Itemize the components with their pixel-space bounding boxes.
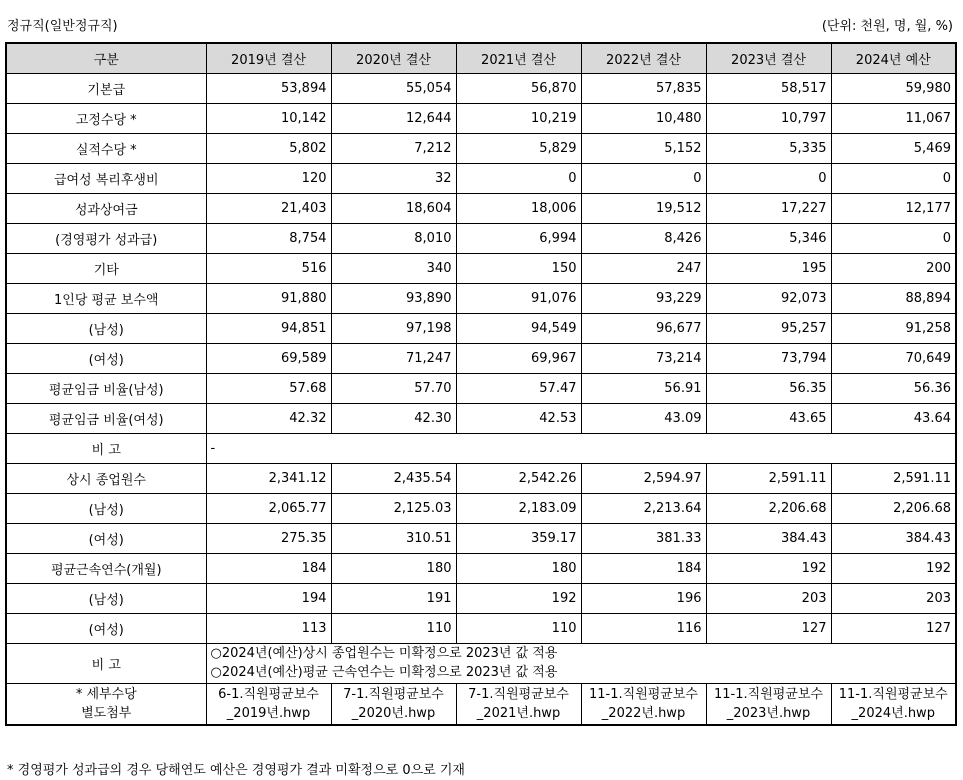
- remark-line: ○2024년(예산)평균 근속연수는 미확정으로 2023년 값 적용: [210, 665, 558, 680]
- table-cell: 384.43: [831, 523, 956, 553]
- col-header-2020: 2020년 결산: [331, 43, 456, 73]
- col-header-2022: 2022년 결산: [581, 43, 706, 73]
- col-header-category: 구분: [6, 43, 206, 73]
- row-label: 성과상여금: [6, 193, 206, 223]
- footnote: * 경영평가 성과급의 경우 당해연도 예산은 경영평가 결과 미확정으로 0으로 기재: [7, 763, 465, 778]
- table-cell: 43.65: [706, 403, 831, 433]
- table-cell: 91,880: [206, 283, 331, 313]
- row-label: (여성): [6, 523, 206, 553]
- table-cell: 10,219: [456, 103, 581, 133]
- table-row: [6, 133, 956, 163]
- table-cell: 6,994: [456, 223, 581, 253]
- table-cell: 127: [831, 613, 956, 643]
- row-label: 1인당 평균 보수액: [6, 283, 206, 313]
- table-cell: 5,469: [831, 133, 956, 163]
- table-cell: 57.68: [206, 373, 331, 403]
- header-row: [6, 43, 956, 73]
- table-cell: 88,894: [831, 283, 956, 313]
- table-cell: 2,341.12: [206, 463, 331, 493]
- attachment-link-2019[interactable]: 6-1.직원평균보수 _2019년.hwp: [206, 683, 331, 725]
- table-cell: 10,480: [581, 103, 706, 133]
- row-label: 평균근속연수(개월): [6, 553, 206, 583]
- table-cell: 73,214: [581, 343, 706, 373]
- remark-line: ○2024년(예산)상시 종업원수는 미확정으로 2023년 값 적용: [210, 646, 558, 661]
- table-cell: 184: [206, 553, 331, 583]
- table-cell: 120: [206, 163, 331, 193]
- remark-text: [206, 643, 956, 683]
- table-cell: 95,257: [706, 313, 831, 343]
- table-cell: 5,335: [706, 133, 831, 163]
- table-cell: 42.32: [206, 403, 331, 433]
- row-label: (남성): [6, 493, 206, 523]
- table-cell: 53,894: [206, 73, 331, 103]
- col-header-2021: 2021년 결산: [456, 43, 581, 73]
- table-cell: 8,010: [331, 223, 456, 253]
- table-cell: 180: [331, 553, 456, 583]
- table-cell: 12,177: [831, 193, 956, 223]
- table-cell: 2,594.97: [581, 463, 706, 493]
- table-cell: 2,542.26: [456, 463, 581, 493]
- table-cell: 55,054: [331, 73, 456, 103]
- remark-label: 비 고: [6, 433, 206, 463]
- table-cell: 2,183.09: [456, 493, 581, 523]
- table-row: [6, 373, 956, 403]
- table-cell: 2,206.68: [706, 493, 831, 523]
- table-cell: 150: [456, 253, 581, 283]
- table-cell: 73,794: [706, 343, 831, 373]
- attachment-label-line: * 세부수당: [75, 686, 137, 702]
- table-cell: 43.64: [831, 403, 956, 433]
- table-cell: 69,967: [456, 343, 581, 373]
- table-cell: 69,589: [206, 343, 331, 373]
- table-cell: 381.33: [581, 523, 706, 553]
- row-label: (여성): [6, 613, 206, 643]
- remark-row-2: [6, 643, 956, 683]
- table-cell: 191: [331, 583, 456, 613]
- table-cell: 194: [206, 583, 331, 613]
- table-cell: 57,835: [581, 73, 706, 103]
- row-label: 평균임금 비율(남성): [6, 373, 206, 403]
- table-row: [6, 193, 956, 223]
- table-cell: 5,346: [706, 223, 831, 253]
- table-row: [6, 283, 956, 313]
- table-cell: 2,435.54: [331, 463, 456, 493]
- row-label: (경영평가 성과급): [6, 223, 206, 253]
- table-cell: 32: [331, 163, 456, 193]
- table-cell: 5,802: [206, 133, 331, 163]
- row-label: 급여성 복리후생비: [6, 163, 206, 193]
- table-cell: 359.17: [456, 523, 581, 553]
- table-cell: 56.36: [831, 373, 956, 403]
- table-row: [6, 253, 956, 283]
- table-cell: 203: [831, 583, 956, 613]
- attachment-row: [6, 683, 956, 725]
- table-cell: 384.43: [706, 523, 831, 553]
- table-row: [6, 553, 956, 583]
- table-cell: 93,890: [331, 283, 456, 313]
- table-cell: 2,065.77: [206, 493, 331, 523]
- table-cell: 2,213.64: [581, 493, 706, 523]
- table-cell: 57.70: [331, 373, 456, 403]
- table-cell: 203: [706, 583, 831, 613]
- table-cell: 110: [331, 613, 456, 643]
- row-label: 고정수당 *: [6, 103, 206, 133]
- table-cell: 0: [706, 163, 831, 193]
- table-cell: 10,797: [706, 103, 831, 133]
- table-row: [6, 583, 956, 613]
- table-row: [6, 523, 956, 553]
- attachment-link-2021[interactable]: 7-1.직원평균보수 _2021년.hwp: [456, 683, 581, 725]
- table-cell: 8,426: [581, 223, 706, 253]
- table-cell: 94,549: [456, 313, 581, 343]
- attachment-link-2023[interactable]: 11-1.직원평균보수 _2023년.hwp: [706, 683, 831, 725]
- table-cell: 184: [581, 553, 706, 583]
- row-label: 기타: [6, 253, 206, 283]
- attachment-link-2020[interactable]: 7-1.직원평균보수 _2020년.hwp: [331, 683, 456, 725]
- table-cell: 195: [706, 253, 831, 283]
- table-cell: 97,198: [331, 313, 456, 343]
- table-cell: 516: [206, 253, 331, 283]
- table-cell: 42.30: [331, 403, 456, 433]
- table-cell: 192: [831, 553, 956, 583]
- table-cell: 0: [456, 163, 581, 193]
- table-cell: 110: [456, 613, 581, 643]
- col-header-2023: 2023년 결산: [706, 43, 831, 73]
- table-cell: 192: [706, 553, 831, 583]
- table-row: [6, 463, 956, 493]
- row-label: 기본급: [6, 73, 206, 103]
- table-cell: 5,829: [456, 133, 581, 163]
- table-cell: 275.35: [206, 523, 331, 553]
- table-cell: 18,604: [331, 193, 456, 223]
- table-row: [6, 313, 956, 343]
- table-cell: 196: [581, 583, 706, 613]
- table-cell: 2,591.11: [706, 463, 831, 493]
- table-cell: 56,870: [456, 73, 581, 103]
- table-cell: 113: [206, 613, 331, 643]
- col-header-2024: 2024년 예산: [831, 43, 956, 73]
- table-cell: 0: [831, 223, 956, 253]
- table-cell: 43.09: [581, 403, 706, 433]
- table-cell: 18,006: [456, 193, 581, 223]
- table-cell: 10,142: [206, 103, 331, 133]
- row-label: (남성): [6, 583, 206, 613]
- table-row: [6, 493, 956, 523]
- table-cell: 70,649: [831, 343, 956, 373]
- table-cell: 5,152: [581, 133, 706, 163]
- table-cell: 42.53: [456, 403, 581, 433]
- attachment-label: [6, 683, 206, 725]
- table-cell: 200: [831, 253, 956, 283]
- salary-table: [5, 42, 957, 726]
- table-cell: 96,677: [581, 313, 706, 343]
- row-label: 평균임금 비율(여성): [6, 403, 206, 433]
- col-header-2019: 2019년 결산: [206, 43, 331, 73]
- attachment-link-2024[interactable]: 11-1.직원평균보수 _2024년.hwp: [831, 683, 956, 725]
- table-cell: 91,258: [831, 313, 956, 343]
- table-cell: 180: [456, 553, 581, 583]
- table-cell: 12,644: [331, 103, 456, 133]
- table-cell: 2,125.03: [331, 493, 456, 523]
- table-cell: 247: [581, 253, 706, 283]
- table-cell: 310.51: [331, 523, 456, 553]
- table-cell: 7,212: [331, 133, 456, 163]
- table-cell: 58,517: [706, 73, 831, 103]
- table-cell: 11,067: [831, 103, 956, 133]
- attachment-label-line: 별도첨부: [81, 705, 132, 721]
- remark-row-1: [6, 433, 956, 463]
- row-label: 실적수당 *: [6, 133, 206, 163]
- table-cell: 92,073: [706, 283, 831, 313]
- table-cell: 116: [581, 613, 706, 643]
- table-cell: 2,206.68: [831, 493, 956, 523]
- unit-note: (단위: 천원, 명, 월, %): [821, 19, 953, 34]
- remark-label: 비 고: [6, 643, 206, 683]
- section-title: 정규직(일반정규직): [7, 19, 118, 34]
- table-cell: 94,851: [206, 313, 331, 343]
- table-cell: 93,229: [581, 283, 706, 313]
- table-row: [6, 343, 956, 373]
- table-cell: 91,076: [456, 283, 581, 313]
- table-cell: 19,512: [581, 193, 706, 223]
- table-cell: 59,980: [831, 73, 956, 103]
- table-cell: 71,247: [331, 343, 456, 373]
- table-cell: 56.91: [581, 373, 706, 403]
- row-label: (남성): [6, 313, 206, 343]
- table-cell: 340: [331, 253, 456, 283]
- table-cell: 17,227: [706, 193, 831, 223]
- table-cell: 8,754: [206, 223, 331, 253]
- table-row: [6, 223, 956, 253]
- table-cell: 127: [706, 613, 831, 643]
- table-row: [6, 103, 956, 133]
- row-label: 상시 종업원수: [6, 463, 206, 493]
- table-cell: 2,591.11: [831, 463, 956, 493]
- table-cell: 56.35: [706, 373, 831, 403]
- remark-text: -: [206, 433, 956, 463]
- table-cell: 192: [456, 583, 581, 613]
- row-label: (여성): [6, 343, 206, 373]
- table-cell: 57.47: [456, 373, 581, 403]
- table-cell: 21,403: [206, 193, 331, 223]
- attachment-link-2022[interactable]: 11-1.직원평균보수 _2022년.hwp: [581, 683, 706, 725]
- table-cell: 0: [831, 163, 956, 193]
- table-row: [6, 163, 956, 193]
- table-row: [6, 613, 956, 643]
- table-cell: 0: [581, 163, 706, 193]
- table-row: [6, 403, 956, 433]
- table-row: [6, 73, 956, 103]
